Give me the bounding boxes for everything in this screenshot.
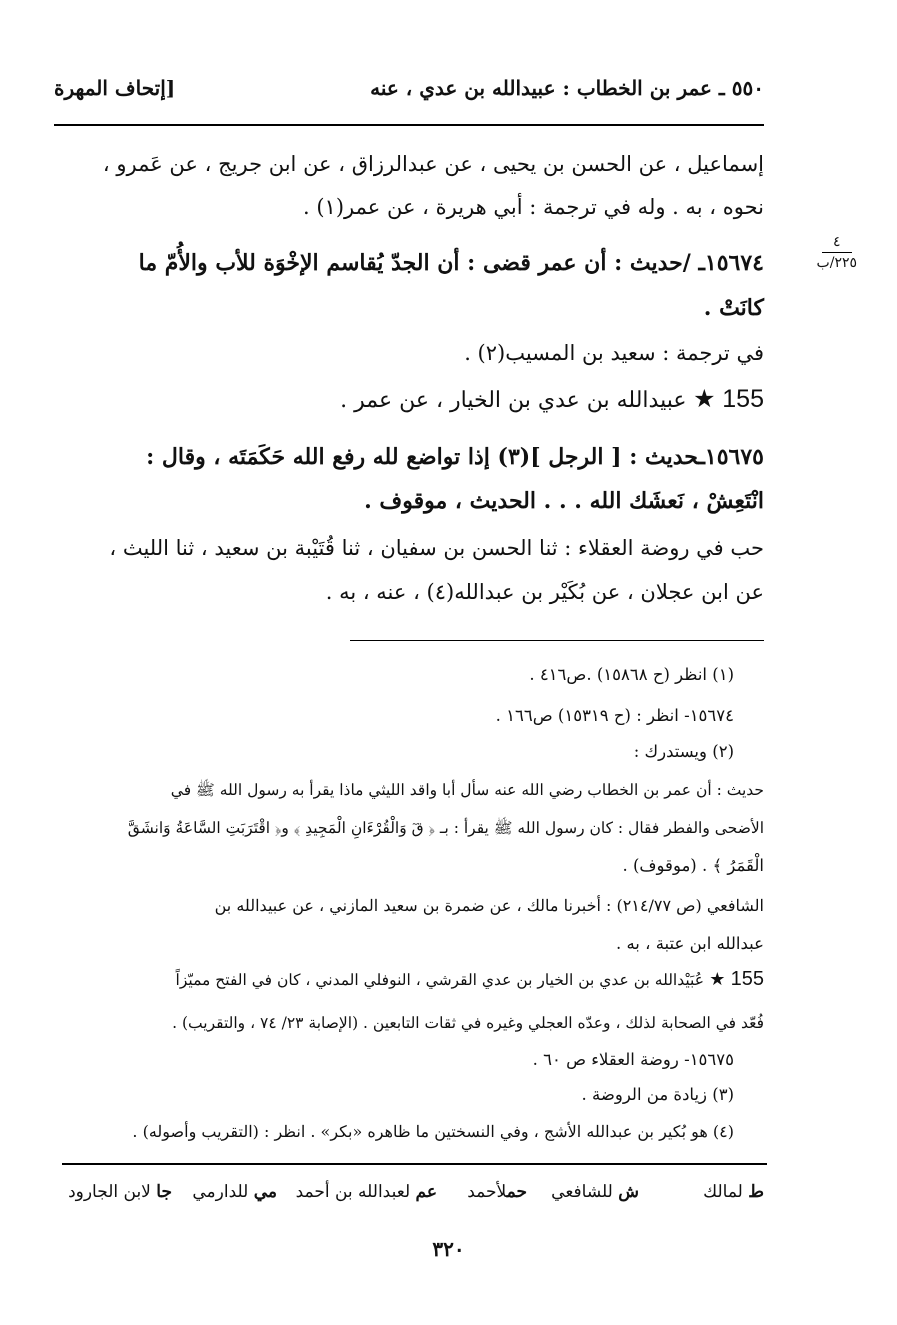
footnote: (٤) هو بُكير بن عبدالله الأشج ، وفي النسختين ما ظاهره «بكر» . انظر : (التقريب وأصوله) .: [132, 1122, 734, 1141]
footnote: حديث : أن عمر بن الخطاب رضي الله عنه سأل أبا واقد الليثي ماذا يقرأ به رسول الله ﷺ في: [170, 781, 764, 799]
text-line: نحوه ، به . وله في ترجمة : أبي هريرة ، عن عمر(١) .: [303, 195, 764, 219]
chain-text: عبيدالله بن عدي بن الخيار ، عن عمر .: [340, 388, 687, 413]
sigla-name: لأحمد: [467, 1182, 507, 1202]
footnote: ١٥٦٧٥- روضة العقلاء ص ٦٠ .: [532, 1050, 734, 1069]
hadith-heading: ١٥٦٧٥ـحديث : [ الرجل ](٣) إذا تواضع لله رفع الله حَكَمَتَه ، وقال :: [146, 444, 764, 470]
header-rule: [54, 124, 764, 126]
margin-folio-note: [817, 234, 857, 271]
footnote: الأضحى والفطر فقال : كان رسول الله ﷺ يقرأ : بـ ﴿ قٓ وَالْقُرْءَانِ الْمَجِيدِ ﴾ و﴿ اقْتَرَبَتِ السَّاعَةُ وَانشَقَّ: [127, 819, 764, 837]
star-icon: ★: [709, 969, 726, 990]
sigla-item: [192, 1182, 277, 1202]
running-header-book: [إتحاف المهرة: [54, 76, 176, 100]
source-line: حب في روضة العقلاء : ثنا الحسن بن سفيان ، ثنا قُتَيْبة بن سعيد ، ثنا الليث ،: [109, 536, 764, 560]
margin-note-bottom: ٢٢٥/ب: [816, 255, 857, 271]
sigla-name: لابن الجارود: [68, 1182, 151, 1202]
sigla-code: جا: [156, 1182, 172, 1202]
sigla-name: للدارمي: [192, 1182, 249, 1202]
footnote: (١) انظر (ح ١٥٨٦٨) .ص٤١٦ .: [529, 665, 734, 684]
sigla-code: مي: [253, 1182, 277, 1202]
sigla-code: ط: [748, 1182, 764, 1202]
source-line: عن ابن عجلان ، عن بُكَيْر بن عبدالله(٤) ، عنه ، به .: [325, 580, 764, 604]
footnote: (٢) ويستدرك :: [633, 742, 734, 761]
hadith-heading: انْتَعِشْ ، نَعشَك الله . . . الحديث ، موقوف .: [364, 488, 764, 514]
footnote: ١٥٦٧٤- انظر : (ح ١٥٣١٩) ص١٦٦ .: [495, 706, 734, 725]
sigla-name: لمالك: [703, 1182, 743, 1202]
sigla-rule: [62, 1163, 767, 1165]
star-icon: ★: [693, 384, 716, 413]
hadith-heading: ١٥٦٧٤ـ /حديث : أن عمر قضى : أن الجدّ يُقاسم الإخْوَة للأب والأُمّ ما: [138, 250, 764, 276]
sigla-item: [551, 1182, 639, 1202]
chain-number: 155: [722, 385, 764, 413]
footnote: (٣) زيادة من الروضة .: [581, 1085, 734, 1104]
sigla-code: حم: [506, 1182, 527, 1202]
footnote-biography: [176, 968, 764, 991]
footnote: الشافعي (ص ٢١٤/٧٧) : أخبرنا مالك ، عن ضمرة بن سعيد المازني ، عن عبيدالله بن: [214, 896, 764, 915]
footnote: الْقَمَرُ ﴾ . (موقوف) .: [622, 856, 764, 875]
sigla-code: ش: [618, 1182, 639, 1202]
biography-text: عُبَيْدالله بن عدي بن الخيار بن عدي القرشي ، النوفلي المدني ، كان في الفتح مميّزاً: [175, 971, 704, 989]
sigla-item: [703, 1182, 764, 1202]
footnote: فُعّد في الصحابة لذلك ، وعدّه العجلي وغيره في ثقات التابعين . (الإصابة ٢٣/ ٧٤ ، والتقريب) .: [172, 1014, 764, 1032]
margin-note-top: ٤: [833, 234, 841, 250]
margin-note-rule: [822, 252, 852, 253]
footnote-separator: [350, 640, 764, 641]
source-line: في ترجمة : سعيد بن المسيب(٢) .: [464, 341, 764, 365]
sigla-item: [296, 1182, 437, 1202]
running-header-title: ٥٥٠ ـ عمر بن الخطاب : عبيدالله بن عدي ، عنه: [370, 76, 764, 100]
sigla-name: لعبدالله بن أحمد: [295, 1182, 411, 1202]
footnote: عبدالله ابن عتبة ، به .: [615, 934, 764, 953]
hadith-heading: كانَتْ .: [703, 295, 764, 321]
page-number: ٣٢٠: [432, 1237, 465, 1261]
biography-number: 155: [730, 968, 764, 990]
sigla-item: [68, 1182, 172, 1202]
sigla-code: عم: [415, 1182, 437, 1202]
sigla-item: [467, 1182, 527, 1202]
chain-heading: [340, 384, 764, 414]
text-line: إسماعيل ، عن الحسن بن يحيى ، عن عبدالرزاق ، عن ابن جريج ، عن عَمرو ،: [102, 152, 764, 176]
sigla-name: للشافعي: [551, 1182, 613, 1202]
